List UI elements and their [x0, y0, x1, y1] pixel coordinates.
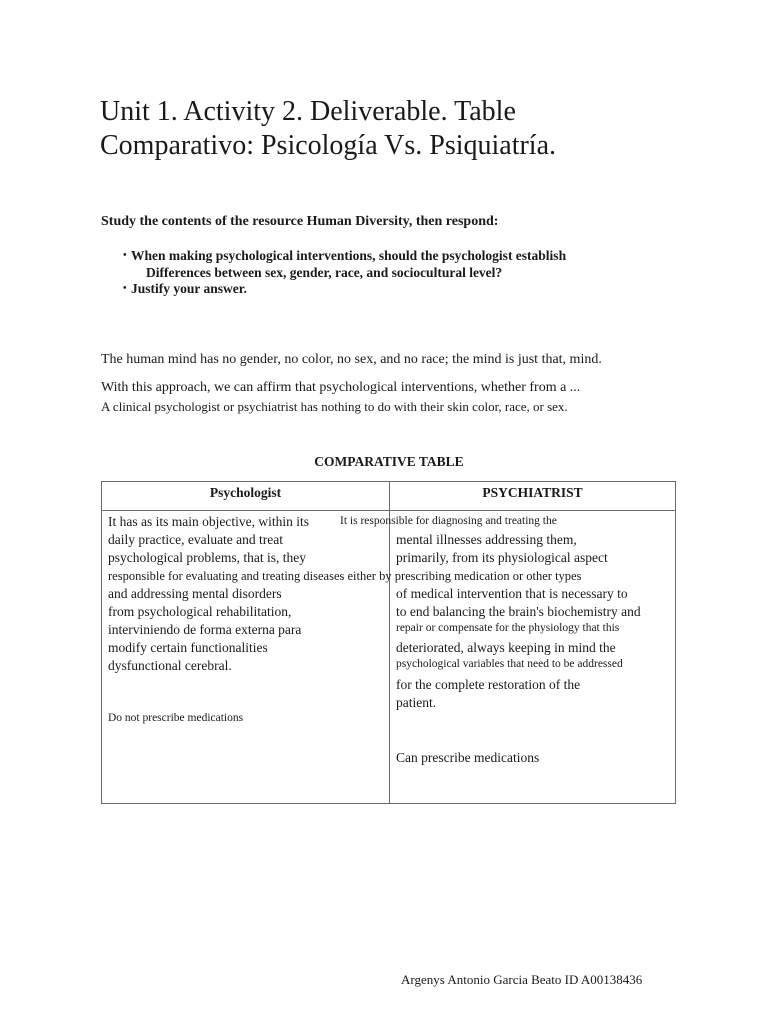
psychologist-line: modify certain functionalities	[108, 640, 268, 655]
psychiatrist-line: mental illnesses addressing them,	[396, 532, 577, 547]
psychologist-line-overflow: responsible for evaluating and treating diseases either by prescribing medication or other types	[108, 569, 582, 583]
title-line-2: Comparativo: Psicología Vs. Psiquiatría.	[100, 130, 557, 161]
question-item	[123, 248, 683, 281]
psychologist-line: from psychological rehabilitation,	[108, 604, 292, 619]
psychiatrist-line: deteriorated, always keeping in mind the	[396, 640, 616, 655]
header-label: Psychologist	[209, 485, 282, 500]
question-list	[123, 248, 683, 298]
table-header-psychiatrist	[389, 482, 676, 511]
psychologist-line: dysfunctional cerebral.	[108, 658, 232, 673]
psychologist-line: It has as its main objective, within its	[108, 514, 309, 529]
psychologist-line: and addressing mental disorders	[108, 586, 282, 601]
psychiatrist-line: to end balancing the brain's biochemistry and	[396, 604, 641, 619]
psychiatrist-line: for the complete restoration of the	[396, 677, 581, 692]
answer-paragraph-2: With this approach, we can affirm that psychological interventions, whether from a ...	[101, 380, 581, 395]
psychologist-line: daily practice, evaluate and treat	[108, 532, 284, 547]
psychiatrist-line: repair or compensate for the physiology that this	[396, 622, 620, 634]
document-title	[100, 95, 700, 163]
psychiatrist-line: primarily, from its physiological aspect	[396, 550, 608, 565]
psychiatrist-line: of medical intervention that is necessary to	[396, 586, 628, 601]
header-label: PSYCHIATRIST	[482, 485, 583, 500]
psychologist-line: psychological problems, that is, they	[108, 550, 306, 565]
psychiatrist-line: patient.	[396, 695, 437, 710]
table-title: COMPARATIVE TABLE	[314, 454, 464, 469]
answer-paragraph-1: The human mind has no gender, no color, no sex, and no race; the mind is just that, mind.	[101, 352, 602, 367]
question-line: Justify your answer.	[131, 281, 247, 296]
psychiatrist-line: psychological variables that need to be addressed	[396, 658, 623, 670]
question-item	[123, 281, 683, 298]
table-header-psychologist	[102, 482, 389, 511]
answer-paragraph-3: A clinical psychologist or psychiatrist has nothing to do with their skin color, race, or sex.	[101, 399, 568, 414]
psychologist-line: interviniendo de forma externa para	[108, 622, 302, 637]
psychologist-note: Do not prescribe medications	[108, 712, 244, 724]
question-line-continued: Differences between sex, gender, race, and sociocultural level?	[146, 264, 503, 280]
column-divider	[389, 482, 390, 803]
psychiatrist-note: Can prescribe medications	[396, 750, 540, 765]
psychiatrist-line: It is responsible for diagnosing and treating the	[340, 515, 557, 527]
author-footer: Argenys Antonio Garcia Beato ID A00138436	[401, 972, 643, 987]
comparative-table	[101, 481, 676, 804]
instruction-text: Study the contents of the resource Human Diversity, then respond:	[101, 214, 499, 229]
title-line-1: Unit 1. Activity 2. Deliverable. Table	[100, 96, 516, 127]
question-line: When making psychological interventions, should the psychologist establish	[131, 248, 567, 263]
